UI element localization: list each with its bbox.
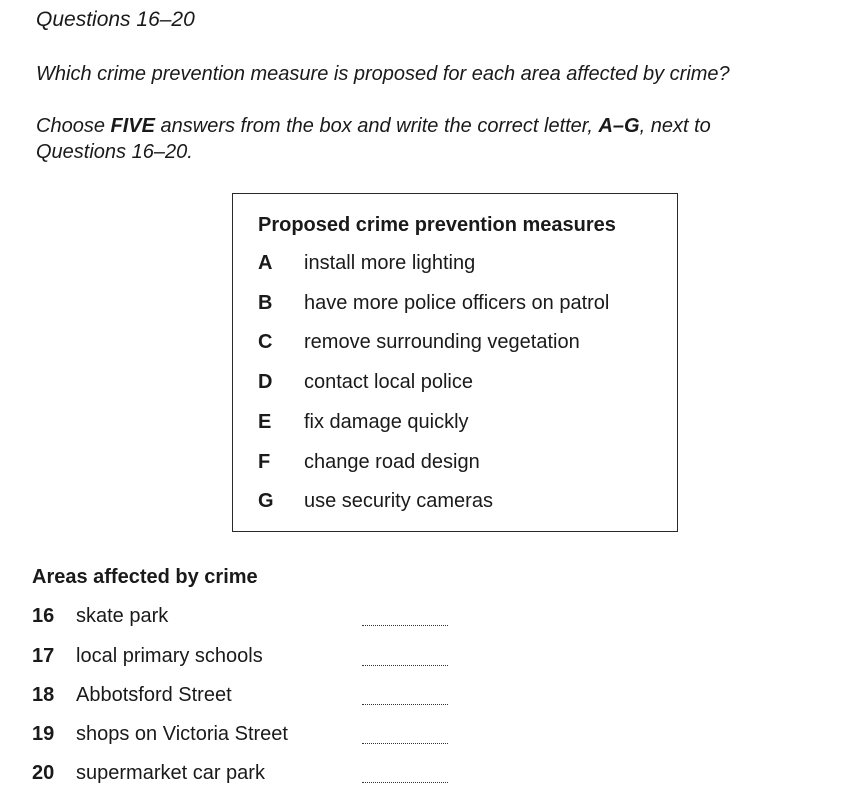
options-heading: Proposed crime prevention measures [258,214,616,236]
area-name: skate park [76,605,169,627]
options-box [232,193,678,532]
answer-blank-17[interactable] [362,665,448,666]
option-letter: E [258,411,272,433]
answer-blank-19[interactable] [362,743,448,744]
option-letter: D [258,371,273,393]
option-letter: C [258,331,273,353]
option-text: remove surrounding vegetation [304,331,580,353]
question-number: 16 [32,605,55,627]
question-number: 17 [32,645,55,667]
area-name: local primary schools [76,645,263,667]
answer-blank-20[interactable] [362,782,448,783]
areas-heading: Areas affected by crime [32,566,258,588]
area-name: Abbotsford Street [76,684,232,706]
instructions-text-3: , next to Questions 16–20. [36,115,711,163]
option-text: change road design [304,451,480,473]
option-text: use security cameras [304,490,493,512]
question-20 [32,762,462,790]
answer-blank-18[interactable] [362,704,448,705]
option-letter: G [258,490,274,512]
answer-blank-16[interactable] [362,625,448,626]
option-text: fix damage quickly [304,411,469,433]
instructions-bold-range: A–G [598,115,640,137]
question-number: 20 [32,762,55,784]
option-text: contact local police [304,371,473,393]
page-title: Questions 16–20 [36,8,195,31]
instructions-text-2: answers from the box and write the correct letter, [154,115,599,137]
option-letter: A [258,252,273,274]
question-number: 19 [32,723,55,745]
area-name: supermarket car park [76,762,265,784]
option-letter: F [258,451,271,473]
question-18 [32,684,462,712]
question-prompt: Which crime prevention measure is proposed for each area affected by crime? [36,63,730,85]
question-number: 18 [32,684,55,706]
question-19 [32,723,462,751]
question-16 [32,605,462,633]
option-letter: B [258,292,273,314]
area-name: shops on Victoria Street [76,723,288,745]
question-17 [32,645,462,673]
option-text: install more lighting [304,252,476,274]
instructions-bold-count: FIVE [110,115,155,137]
instructions [36,113,796,165]
option-text: have more police officers on patrol [304,292,610,314]
instructions-text-1: Choose [36,115,111,137]
